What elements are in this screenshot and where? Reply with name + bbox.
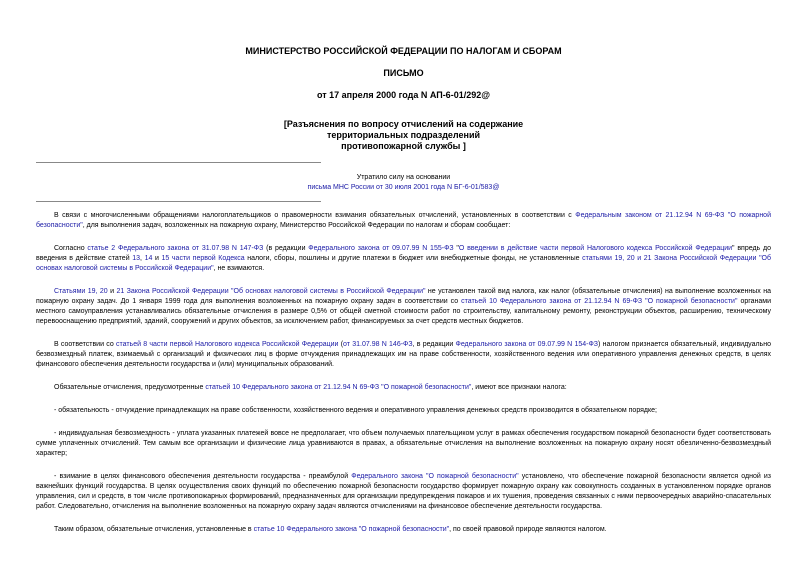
text-run: , имеют все признаки налога:	[471, 384, 567, 391]
paragraph-6	[36, 406, 771, 416]
text-run: не установлен такой вид налога, как налог (обязательные отчисления) на выполнение возложенных на пожарную охрану задач. До 1 января 1999 года для выполнения возложенных на пожарную охрану задач в соответствии со	[36, 288, 771, 305]
text-run: органами местного самоуправления устанавливались обязательные отчисления в размере 0,5% от общей сметной стоимости работ по строительству, капитальному ремонту, реконструкции объектов, расширению, техническому перевооснащению предприятий, зданий, сооружений и других объектов, за исключением работ, финансируемых за счет средств местных бюджетов.	[36, 298, 772, 325]
text-run: - взимание в целях финансового обеспечения деятельности государства - преамбулой	[54, 473, 352, 480]
law-link[interactable]: Федеральным законом от 21.12.94 N 69-ФЗ "О пожарной безопасности"	[36, 212, 771, 229]
law-link[interactable]: статьей 8 части первой Налогового кодекса Российской Федерации	[115, 341, 339, 348]
date-number-heading: от 17 апреля 2000 года N АП-6-01/292@	[316, 90, 490, 100]
law-link[interactable]: 15 части первой Кодекса	[161, 255, 245, 262]
text-run: и	[152, 255, 162, 262]
subject-heading	[0, 119, 807, 152]
text-run: Обязательные отчисления, предусмотренные	[54, 384, 206, 391]
law-link[interactable]: Федерального закона от 09.07.99 N 154-ФЗ	[455, 341, 599, 348]
law-link[interactable]: статье 2 Федерального закона от 31.07.98 N 147-ФЗ	[87, 245, 264, 252]
law-link[interactable]: 21 Закона Российской Федерации "Об основах налоговой системы в Российской Федерации"	[116, 288, 426, 295]
divider-top	[36, 162, 321, 163]
text-run: "	[453, 245, 459, 252]
law-link[interactable]: статьями 19, 20 и 21 Закона Российской Федерации "Об основах налоговой системы в Российской Федерации"	[36, 255, 772, 272]
subject-line-3: противопожарной службы ]	[341, 141, 466, 151]
text-run: , в редакции	[412, 341, 456, 348]
subject-line-2: территориальных подразделений	[326, 130, 481, 140]
text-run: ) налогом признается обязательный, индивидуально безвозмездный платеж, взимаемый с организаций и физических лиц в форме отчуждения принадлежащих им на праве собственности, хозяйственного ведения или оперативного управления денежных средств, в целях финансового обеспечения деятельности государства и (или) муниципальных образований.	[36, 341, 771, 368]
law-link[interactable]: Статьями 19, 20	[54, 288, 108, 295]
text-run: (	[338, 341, 344, 348]
divider-bottom	[36, 201, 321, 202]
text-run: и	[107, 288, 117, 295]
law-link[interactable]: Федерального закона "О пожарной безопасности"	[351, 473, 519, 480]
text-run: , не взимаются.	[213, 265, 265, 272]
text-run: (в редакции	[263, 245, 309, 252]
text-run: - индивидуальная безвозмездность - уплата указанных платежей вовсе не предполагает, что объем получаемых плательщиком услуг в рамках обеспечения государством пожарной безопасности будет соответствовать сумме уплаченных отчислений. Тем самым все организации и физические лица уравниваются в правах, а обязательные отчисления на выполнение возложенных на пожарную охрану носят обезличенно-безвозмездный характер;	[36, 430, 771, 457]
law-link[interactable]: Федерального закона от 09.07.99 N 155-ФЗ	[308, 245, 454, 252]
text-run: установлено, что обеспечение пожарной безопасности является одной из важнейших функций государства. В целях осуществления своих функций по обеспечению пожарной безопасности государство формирует пожарную охрану как совокупность созданных в установленном порядке органов управления, сил и средств, в том числе противопожарных формирований, предназначенных для организации предупреждения пожаров и их тушения, проведения связанных с ними первоочередных аварийно-спасательных работ. Следовательно, отчисления на выполнение возложенных на пожарную охрану задач являются отчислениями на финансовое обеспечение деятельности государства.	[36, 473, 772, 510]
text-run: , по своей правовой природе являются налогом.	[449, 526, 607, 533]
law-link[interactable]: от 31.07.98 N 146-ФЗ	[343, 341, 413, 348]
text-run: " впредь до введения в действие статей	[36, 245, 771, 262]
paragraph-4	[36, 340, 771, 370]
text-run: В соответствии со	[54, 341, 116, 348]
repeal-link[interactable]: письма МНС России от 30 июля 2001 года N БГ-6-01/583@	[307, 184, 500, 191]
paragraph-3	[36, 287, 771, 327]
text-run: В связи с многочисленными обращениями налогоплательщиков о правомерности взимания обязательных отчислений, установленных в соответствии с	[54, 212, 576, 219]
text-run: Согласно	[54, 245, 88, 252]
paragraph-2	[36, 244, 771, 274]
letter-body	[36, 211, 771, 548]
law-link[interactable]: статьей 10 Федерального закона от 21.12.94 N 69-ФЗ "О пожарной безопасности"	[205, 384, 472, 391]
paragraph-1	[36, 211, 771, 231]
paragraph-5	[36, 383, 771, 393]
ministry-heading: МИНИСТЕРСТВО РОССИЙСКОЙ ФЕДЕРАЦИИ ПО НАЛОГАМ И СБОРАМ	[245, 46, 562, 56]
paragraph-8	[36, 472, 771, 512]
law-link[interactable]: статьей 10 Федерального закона от 21.12.94 N 69-ФЗ "О пожарной безопасности"	[461, 298, 738, 305]
paragraph-9	[36, 525, 771, 535]
doc-type-heading: ПИСЬМО	[383, 68, 424, 78]
repeal-note	[0, 173, 807, 193]
subject-line-1: [Разъяснения по вопросу отчислений на содержание	[283, 119, 524, 129]
law-link[interactable]: 14	[144, 255, 153, 262]
text-run: ,	[140, 255, 145, 262]
text-run: - обязательность - отчуждение принадлежащих на праве собственности, хозяйственного ведения и оперативного управления денежных средств производится в обязательном порядке;	[54, 407, 657, 414]
text-run: Таким образом, обязательные отчисления, установленные в	[54, 526, 254, 533]
text-run: , для выполнения задач, возложенных на пожарную охрану, Министерство Российской Федерации по налогам и сборам сообщает:	[82, 222, 511, 229]
repeal-note-text: Утратило силу на основании	[356, 174, 451, 181]
law-link[interactable]: статье 10 Федерального закона "О пожарной безопасности"	[253, 526, 450, 533]
text-run: налоги, сборы, пошлины и другие платежи в бюджет или внебюджетные фонды, не установленные	[244, 255, 583, 262]
paragraph-7	[36, 429, 771, 459]
law-link[interactable]: О введении в действие части первой Налогового кодекса Российской Федерации	[458, 245, 733, 252]
law-link[interactable]: 13	[132, 255, 141, 262]
